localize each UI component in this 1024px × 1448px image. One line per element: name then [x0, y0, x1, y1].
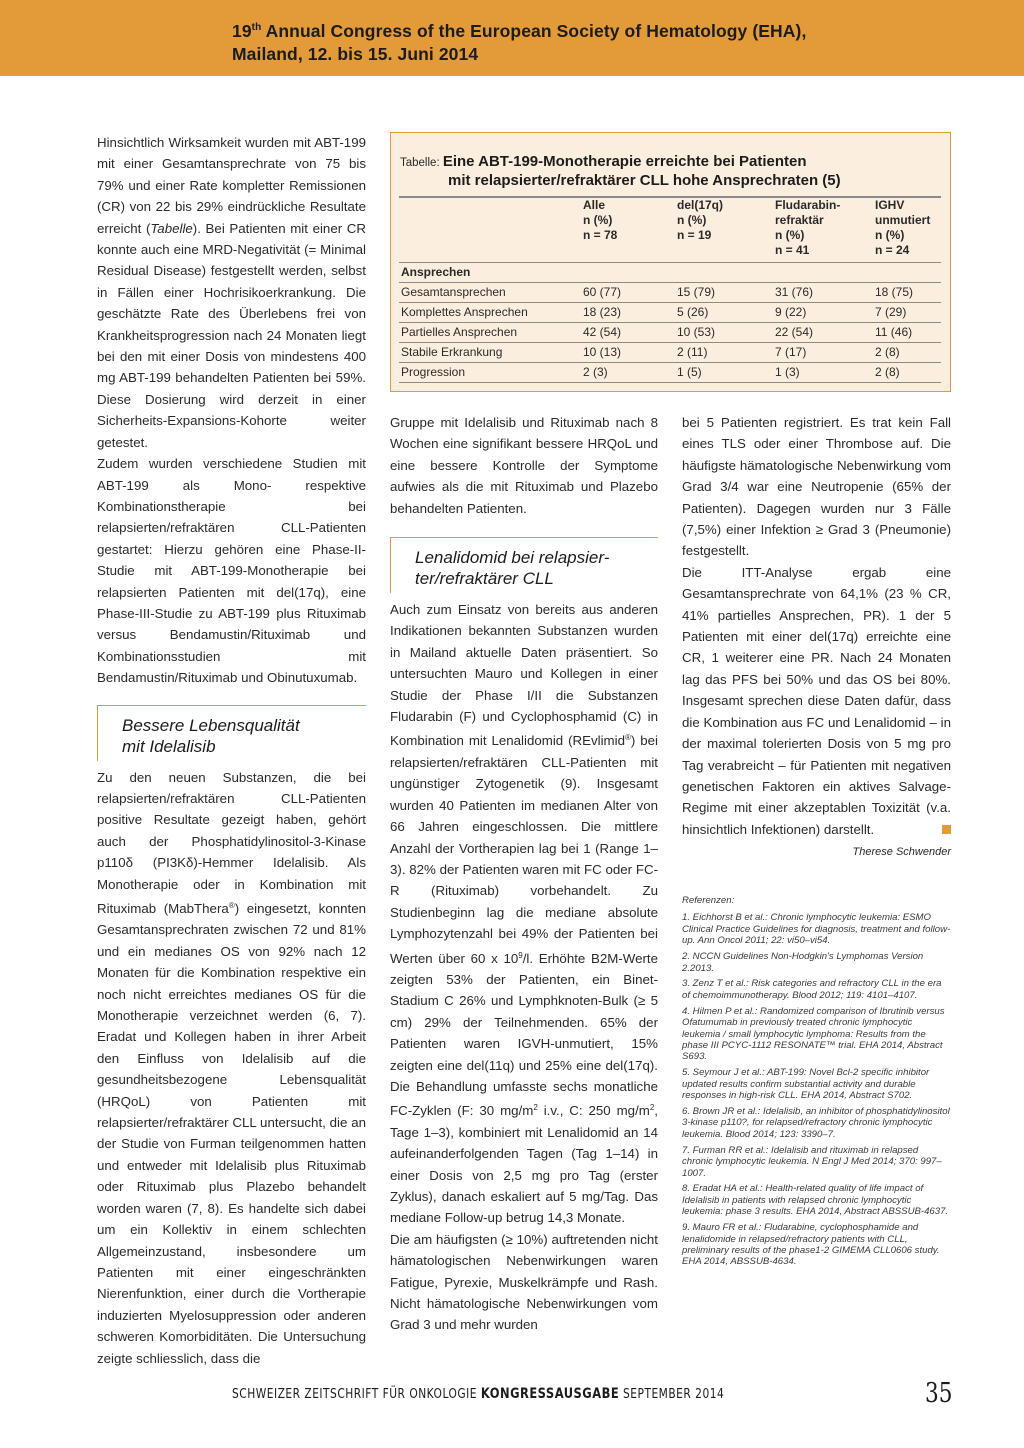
page-number: 35 — [925, 1378, 953, 1409]
paragraph: Zudem wurden verschiedene Studien mit ABT-199 als Mono- respektive Kombinationstherapie bei relapsierten/refraktären CLL-Patienten gestartet: Hierzu gehören eine Phase-II-Studie mit ABT-199-Monotherapie bei relapsierten Patienten mit del(17q), eine Phase-III-Studie zu ABT-199 plus Rituximab versus Bendamustin/Rituximab und Kombinationsstudien mit Bendamustin/Rituximab und Obinutuxumab. — [97, 456, 366, 686]
section-heading: Bessere Lebensqualität mit Idelalisib — [97, 705, 366, 761]
column-header-alle: Alle n (%) n = 78 — [581, 197, 675, 263]
table-group-row: Ansprechen — [399, 263, 941, 283]
reference-item: 7. Furman RR et al.: Idelalisib and rituximab in relapsed chronic lymphocytic leukemia. N Engl J Med 2014; 370: 997–1007. — [682, 1144, 942, 1179]
paragraph: Die am häufigsten (≥ 10%) auftretenden nicht hämatologischen Nebenwirkungen waren Fatigue, Pyrexie, Muskelkrämpfe und Rash. Nicht hämatologische Nebenwirkungen vom Grad 3 und mehr wurden — [390, 1231, 658, 1333]
reference-item: 4. Hilmen P et al.: Randomized comparison of Ibrutinib versus Ofatumumab in previously treated chronic lymphocytic leukemia / small lymphocytic lymphoma: Results from the phase III PCYC-1112 RESONATE™ trial. EHA 2014, Abstract S693. — [682, 1005, 945, 1063]
paragraph: Auch zum Einsatz von bereits aus anderen Indikationen bekannten Substanzen wurden in Mailand aktuelle Daten präsentiert. So untersuchten Mauro und Kollegen in einer Studie der Phase I/II die Substanzen Fludarabin (F) und Cyclophosphamid (C) in Kombination mit Lenalidomid (REvlimid®) bei relapsierten/refraktären CLL-Patienten mit ungünstiger Zytogenetik (9). Insgesamt wurden 40 Patienten im medianen Alter von 66 Jahren eingeschlossen. Die mittlere Anzahl der Vortherapien lag bei 1 (Range 1–3). 82% der Patienten waren mit FC oder FC-R (Rituximab) vorbehandelt. Zu Studienbeginn lag die mediane absolute Lymphozytenzahl bei 49% der Patienten bei Werten über 60 x $10^9/l$. Erhöhte B2M-Werte zeigten 53% der Patienten, ein Binet-Stadium C 26% und Lymphknoten-Bulk (≥ 5 cm) 29% der Teilnehmenden. 65% der Patienten waren IGVH-unmutiert, 15% zeigten eine del(11q) und 25% eine del(17q). Die Behandlung umfasste sechs monatliche FC-Zyklen (F: 30 $mg/m^2$ i.v., C: 250 $mg/m^2$, Tage 1–3), kombiniert mit Lenalidomid an 14 aufeinanderfolgenden Tagen (Tag 1–14) in einer Dosis von 2,5 mg pro Tag (erster Zyklus), danach eskaliert auf 5 mg/Tag. Das mediane Follow-up betrug 14,3 Monate. — [390, 602, 658, 1226]
results-table-box — [390, 132, 951, 392]
author-name: Therese Schwender — [852, 846, 951, 859]
response-rate-table — [399, 196, 941, 383]
paragraph: Hinsichtlich Wirksamkeit wurden mit ABT-199 mit einer Gesamtansprechrate von 75 bis 79% und einer Rate kompletter Remissionen (CR) von 22 bis 29% eindrückliche Resultate erreicht (Tabelle). Bei Patienten mit einer CR konnte auch eine MRD-Negativität (= Minimal Residual Disease) festgestellt werden, selbst in Fällen einer Hochrisikoerkrankung. Die geschätzte Rate des Überlebens frei von Krankheitsprogression nach 24 Monaten liegt bei den mit einer Dosis von mindestens 400 mg ABT-199 behandelten Patienten bei 59%. Diese Dosierung wird derzeit in einer Sicherheits-Expansions-Kohorte weiter getestet. — [97, 135, 366, 450]
column-left — [97, 132, 366, 1369]
column-middle — [390, 412, 658, 1336]
header-title-line2: Mailand, 12. bis 15. Juni 2014 — [232, 44, 479, 64]
section-heading: Lenalidomid bei relapsier- ter/refraktärer CLL — [390, 537, 658, 593]
table-header-row — [399, 197, 941, 263]
reference-item: 1. Eichhorst B et al.: Chronic lymphocytic leukemia: ESMO Clinical Practice Guidelines for diagnosis, treatment and follow-up. Ann Oncol 2011; 22: vi50–vi54. — [682, 912, 951, 947]
column-header-del17q: del(17q) n (%) n = 19 — [675, 197, 773, 263]
table-row: Gesamtansprechen 60 (77) 15 (79) 31 (76) 18 (75) — [399, 283, 941, 303]
paragraph: Gruppe mit Idelalisib und Rituximab nach 8 Wochen eine signifikant bessere HRQoL und eine bessere Kontrolle der Symptome aufwies als die mit Rituximab und Plazebo behandelten Patienten. — [390, 415, 658, 516]
reference-item: 3. Zenz T et al.: Risk categories and refractory CLL in the era of chemoimmunotherapy. Blood 2012; 119: 4101–4107. — [682, 978, 942, 1001]
reference-item: 5. Seymour J et al.: ABT-199: Novel Bcl-2 specific inhibitor updated results confirm substantial activity and durable responses in high-risk CLL. EHA 2014, Abstract S702. — [682, 1067, 930, 1102]
paragraph: Zu den neuen Substanzen, die bei relapsierten/refraktären CLL-Patienten positive Resultate gezeigt haben, gehört auch der Phosphatidylinositol-3-Kinase p110δ (PI3Kδ)-Hemmer Idelalisib. Als Monotherapie oder in Kombination mit Rituximab (MabThera®) eingesetzt, konnten Gesamtansprechraten zwischen 72 und 81% und ein medianes OS von 92% nach 12 Monaten für die Kombination respektive ein noch nicht erreichtes medianes OS für die Monotherapie verzeichnet werden (6, 7). Eradat und Kollegen haben in ihrer Arbeit den Einfluss von Idelalisib auf die gesundheitsbezogene Lebensqualität (HRQoL) von Patienten mit relapsierter/refraktärer CLL untersucht, die an der Studie von Furman teilgenommen hatten und entweder mit Idelalisib plus Rituximab oder Rituximab plus Plazebo behandelt worden waren (7, 8). Es handelte sich dabei um ein Kollektiv in einem schlechten Allgemeinzustand, insbesondere um Patienten mit einer eingeschränkten Nierenfunktion, einer durch die Vortherapie induzierten Myelosuppression oder anderen schweren Komorbiditäten. Die Untersuchung zeigte schliesslich, dass die — [97, 769, 366, 1366]
reference-item: 6. Brown JR et al.: Idelalisib, an inhibitor of phosphatidylinositol 3-kinase p110?, for relapsed/refractory chronic lymphocytic leukemia. Blood 2014; 123: 3390–7. — [682, 1106, 950, 1140]
page-footer: SCHWEIZER ZEITSCHRIFT FÜR ONKOLOGIE KONGRESSAUSGABE SEPTEMBER 2014 — [232, 1386, 725, 1402]
paragraph: Die ITT-Analyse ergab eine Gesamtansprechrate von 64,1% (23 % CR, 41% partielles Ansprechen, PR). 1 der 5 Patienten mit einer del(17q) erreichte eine CR, 1 weiterer eine PR. Nach 24 Monaten lag das PFS bei 50% und das OS bei 80%. Insgesamt sprechen diese Daten dafür, dass die Kombination aus FC und Lenalidomid – in der maximal tolerierten Dosis von 5 mg pro Tag verabreicht – für Patienten mit negativen genetischen Faktoren ein aktives Salvage-Regime mit einer akzeptablen Toxizität (v.a. hinsichtlich Infektionen) darstellt. — [682, 564, 951, 837]
table-title: Tabelle: Eine ABT-199-Monotherapie erreichte bei Patienten mit relapsierter/refraktärer CLL hohe Ansprechraten (5) — [400, 153, 841, 189]
table-row: Stabile Erkrankung 10 (13) 2 (11) 7 (17) 2 (8) — [399, 343, 941, 363]
page-header-banner — [0, 0, 1024, 76]
table-row: Partielles Ansprechen 42 (54) 10 (53) 22 (54) 11 (46) — [399, 323, 941, 343]
column-right — [682, 412, 951, 864]
references-heading: Referenzen: — [682, 895, 735, 906]
column-header-fludarabin: Fludarabin- refraktär n (%) n = 41 — [773, 197, 873, 263]
paragraph: bei 5 Patienten registriert. Es trat kein Fall eines TLS oder einer Thrombose auf. Die häufigste hämatologische Nebenwirkung vom Grad 3/4 war eine Neutropenie (65% der Patienten). Dagegen wurden nur 3 Fälle (7,5%) einer Infektion ≥ Grad 3 (Pneumonie) festgestellt. — [682, 415, 951, 559]
end-of-article-marker — [942, 825, 951, 834]
table-row: Komplettes Ansprechen 18 (23) 5 (26) 9 (22) 7 (29) — [399, 303, 941, 323]
reference-item: 9. Mauro FR et al.: Fludarabine, cyclophosphamide and lenalidomide in relapsed/refractory patients with CLL, preliminary results of the phase1-2 GIMEMA CLL0606 study. EHA 2014, ABSSUB-4634. — [682, 1222, 940, 1268]
reference-item: 8. Eradat HA et al.: Health-related quality of life impact of Idelalisib in patients with relapsed chronic lymphocytic leukemia: phase 3 results. EHA 2014, Abstract ABSSUB-4637. — [682, 1183, 949, 1218]
column-header-ighv: IGHV unmutiert n (%) n = 24 — [873, 197, 941, 263]
reference-item: 2. NCCN Guidelines Non-Hodgkin's Lymphomas Version 2.2013. — [682, 951, 924, 974]
header-title-line1: 19th Annual Congress of the European Society of Hematology (EHA), — [232, 21, 807, 41]
references-list — [682, 895, 951, 1272]
table-row: Progression 2 (3) 1 (5) 1 (3) 2 (8) — [399, 363, 941, 383]
